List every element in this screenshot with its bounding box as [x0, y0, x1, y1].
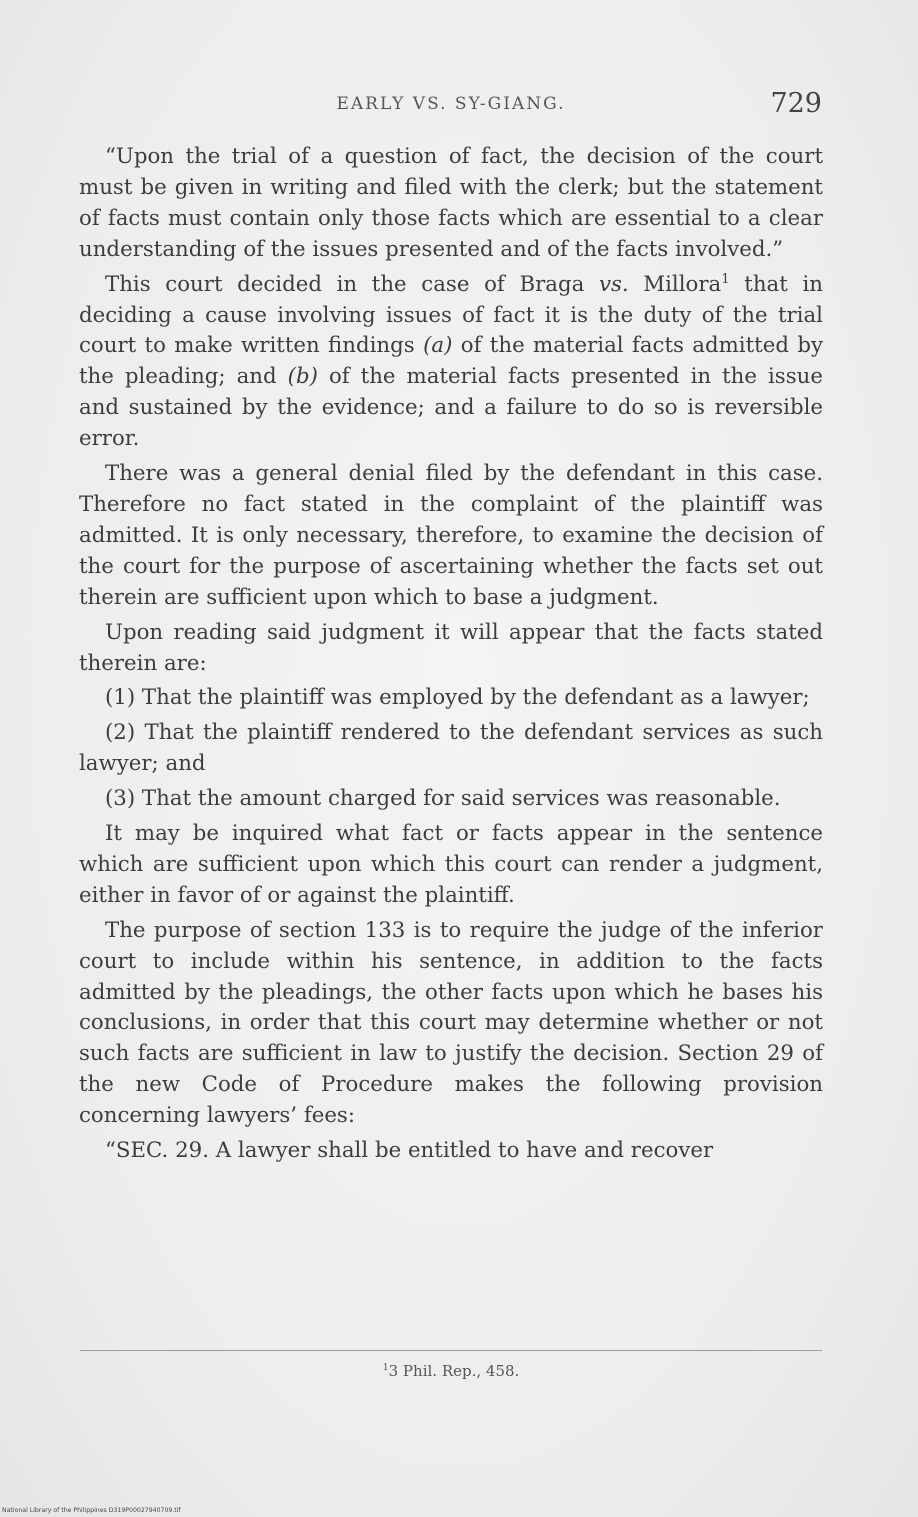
italic-text: vs.: [598, 271, 629, 297]
page-number: 729: [770, 88, 822, 119]
paragraph-text: (2) That the plaintiff rendered to the defendant services as such lawyer; and: [79, 720, 823, 777]
paragraph: [79, 459, 823, 614]
footnote-marker: 1: [382, 1362, 389, 1373]
body-text: [79, 142, 823, 1171]
paragraph: [79, 142, 823, 266]
paragraph-text: “SEC. 29. A lawyer shall be entitled to have and recover: [105, 1138, 714, 1164]
paragraph-text: “Upon the trial of a question of fact, the decision of the court must be given in writing and filed with the clerk; but the statement of facts must contain only those facts which are essential to a clear understanding of the issues presented and of the facts involved.”: [79, 144, 823, 262]
footnote: [80, 1362, 822, 1380]
italic-text: (b): [287, 364, 318, 390]
paragraph-text: of the material facts presented in the issue and sustained by the evidence; and a failure to do so is reversible error.: [79, 364, 823, 452]
italic-text: (a): [423, 333, 453, 359]
running-head: EARLY VS. SY-GIANG.: [336, 94, 566, 114]
paragraph-text: Upon reading said judgment it will appear that the facts stated therein are:: [79, 619, 823, 676]
paragraph-text: of the material facts admitted by the pleading; and: [79, 333, 823, 390]
paragraph: [79, 1136, 823, 1167]
library-stamp: National Library of the Philippines D319P00027940709.tif: [2, 1507, 181, 1514]
paragraph-text: that in deciding a cause involving issues of fact it is the duty of the trial court to make written findings: [79, 271, 823, 359]
paragraph: [79, 784, 823, 815]
paragraph: [79, 618, 823, 680]
footnote-text: 3 Phil. Rep., 458.: [388, 1362, 520, 1380]
paragraph: [79, 718, 823, 780]
paragraph: [79, 819, 823, 912]
paragraph-text: The purpose of section 133 is to require the judge of the inferior court to include within his sentence, in addition to the facts admitted by the pleadings, the other facts upon which he bases his conclusions, in order that this court may determine whether or not such facts are sufficient in law to justify the decision. Section 29 of the new Code of Procedure makes the following provision concerning lawyers’ fees:: [79, 917, 823, 1129]
page-header: [80, 88, 822, 128]
footnote-reference: 1: [721, 271, 730, 287]
paragraph-text: There was a general denial filed by the defendant in this case. Therefore no fact stated in the complaint of the plaintiff was admitted. It is only necessary, therefore, to examine the decision of the court for the purpose of ascertaining whether the facts set out therein are sufficient upon which to base a judgment.: [79, 461, 823, 610]
paragraph: [79, 916, 823, 1132]
paragraph-text: Millora: [628, 271, 722, 297]
paragraph: [79, 683, 823, 714]
paragraph-text: (3) That the amount charged for said services was reasonable.: [105, 786, 781, 812]
footnote-divider: [80, 1350, 822, 1351]
paragraph: [79, 270, 823, 455]
paragraph-text: (1) That the plaintiff was employed by the defendant as a lawyer;: [105, 685, 810, 711]
paragraph-text: It may be inquired what fact or facts appear in the sentence which are sufficient upon which this court can render a judgment, either in favor of or against the plaintiff.: [79, 821, 823, 908]
paragraph-text: This court decided in the case of Braga: [105, 271, 599, 297]
